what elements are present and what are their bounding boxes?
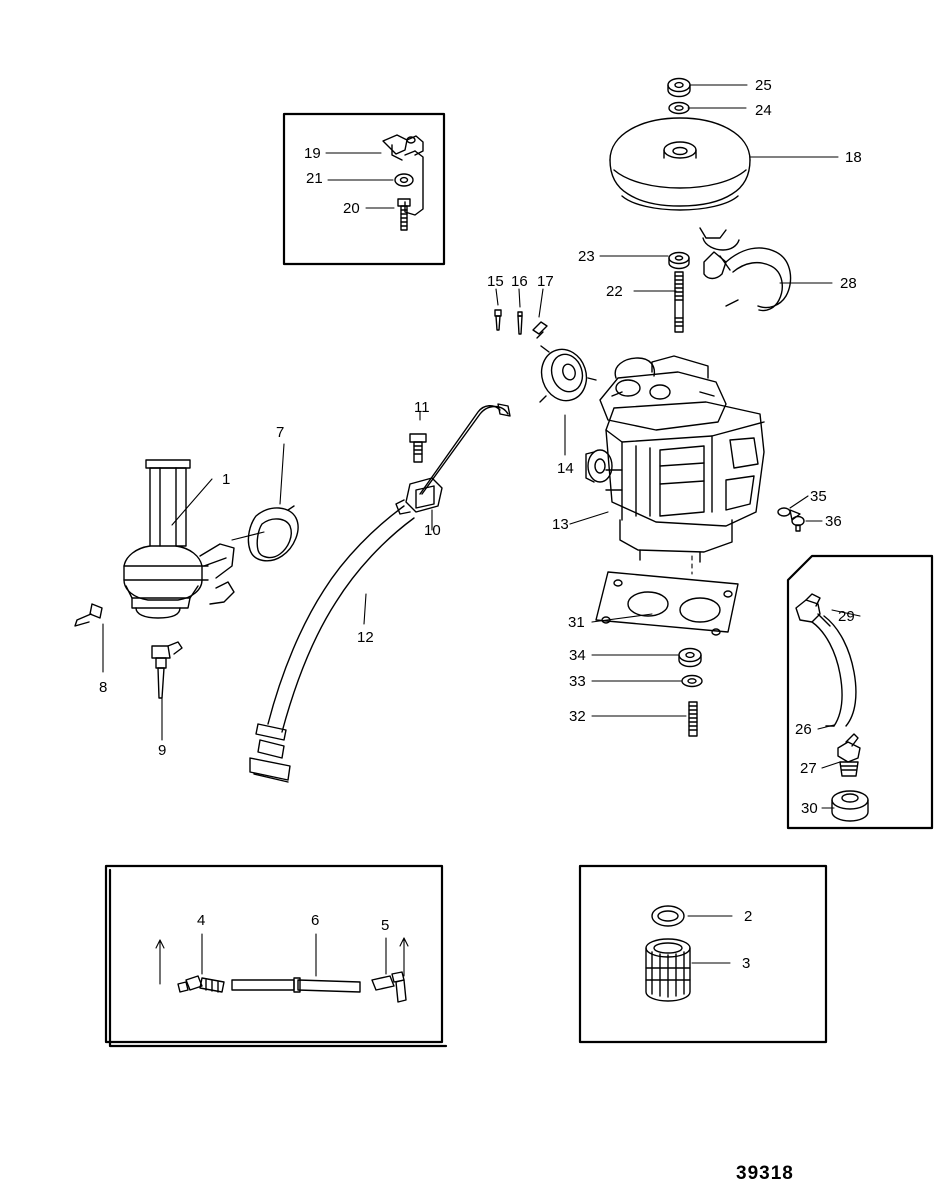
callout-2: 2 <box>744 908 753 925</box>
callout-17: 17 <box>537 273 554 290</box>
callout-25: 25 <box>755 77 772 94</box>
callout-36: 36 <box>825 513 842 530</box>
callout-1: 1 <box>222 471 231 488</box>
inset-box-filter-kit <box>580 866 826 1042</box>
callout-26: 26 <box>795 721 812 738</box>
inset-box-fuel-line <box>788 556 932 828</box>
callout-21: 21 <box>306 170 323 187</box>
callout-33: 33 <box>569 673 586 690</box>
callout-5: 5 <box>381 917 390 934</box>
base-gasket-assembly <box>592 556 738 736</box>
callout-24: 24 <box>755 102 772 119</box>
callout-18: 18 <box>845 149 862 166</box>
fuel-pump-assembly <box>75 444 298 740</box>
callout-3: 3 <box>742 955 751 972</box>
callout-9: 9 <box>158 742 167 759</box>
callout-23: 23 <box>578 248 595 265</box>
callout-35: 35 <box>810 488 827 505</box>
callout-27: 27 <box>800 760 817 777</box>
callout-28: 28 <box>840 275 857 292</box>
drawing-number: 39318 <box>736 1163 794 1184</box>
callout-6: 6 <box>311 912 320 929</box>
callout-16: 16 <box>511 273 528 290</box>
callout-31: 31 <box>568 614 585 631</box>
callout-14: 14 <box>557 460 574 477</box>
fuel-line-assembly <box>250 404 510 782</box>
inset-box-hose-kit <box>106 866 446 1046</box>
carburetor-body <box>570 356 822 562</box>
callout-30: 30 <box>801 800 818 817</box>
callout-11: 11 <box>414 399 430 416</box>
choke-disc <box>535 343 596 455</box>
callout-7: 7 <box>276 424 285 441</box>
callout-34: 34 <box>569 647 586 664</box>
callout-10: 10 <box>424 522 441 539</box>
callout-8: 8 <box>99 679 108 696</box>
callout-22: 22 <box>606 283 623 300</box>
callout-15: 15 <box>487 273 504 290</box>
callout-20: 20 <box>343 200 360 217</box>
callout-29: 29 <box>838 608 855 625</box>
callout-13: 13 <box>552 516 569 533</box>
inset-box-linkage <box>284 114 444 264</box>
callout-12: 12 <box>357 629 374 646</box>
callout-19: 19 <box>304 145 321 162</box>
callout-32: 32 <box>569 708 586 725</box>
air-cleaner-assembly <box>600 79 838 333</box>
small-fasteners <box>495 289 547 338</box>
callout-4: 4 <box>197 912 206 929</box>
